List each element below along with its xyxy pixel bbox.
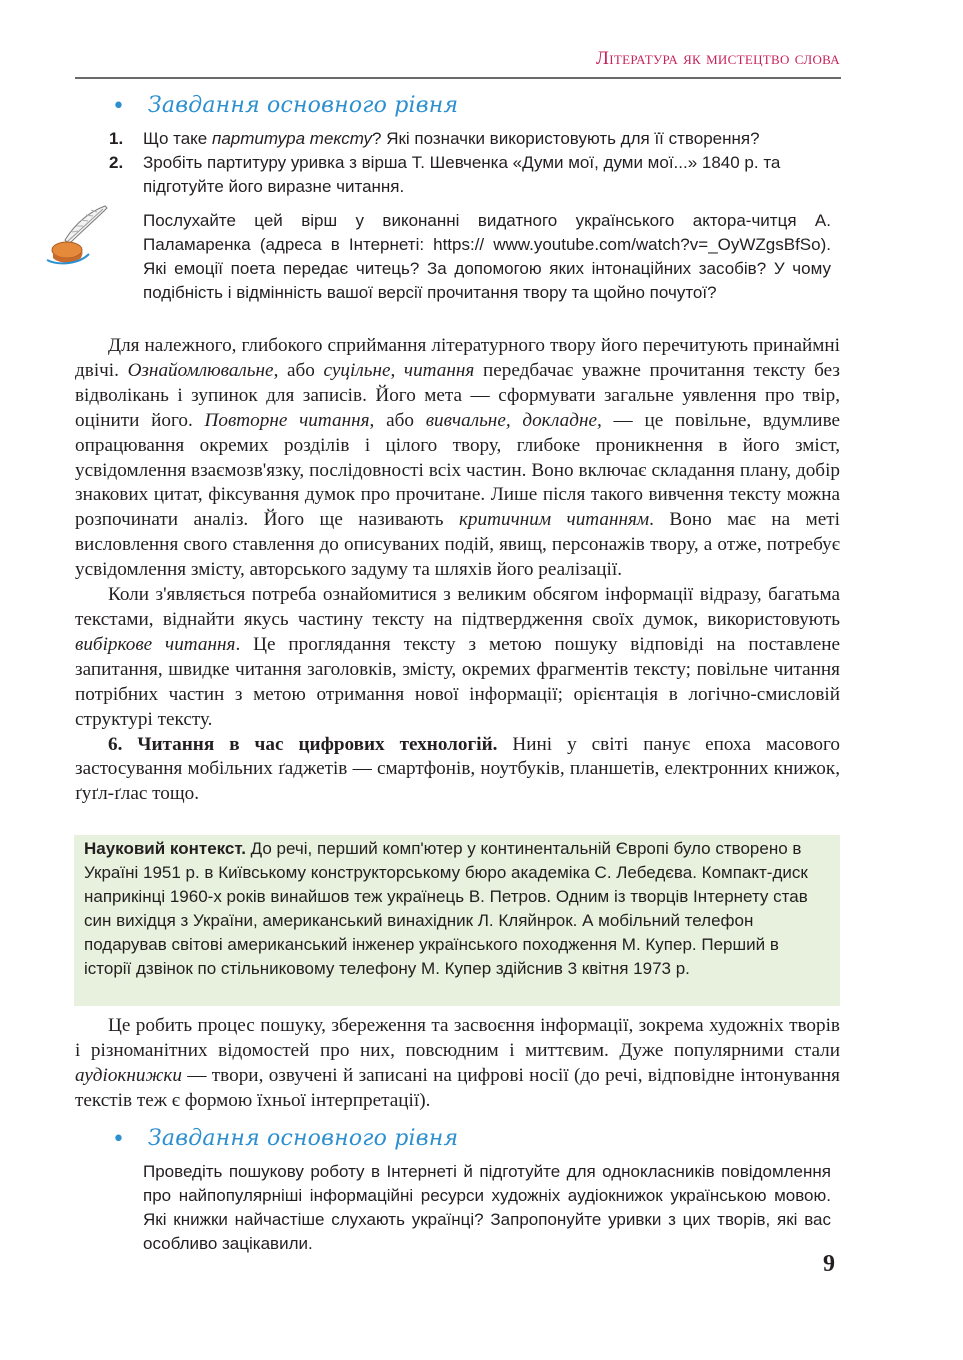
text-run: Коли з'являється потреба ознайомитися з великим обсягом інформації відразу, багатьма текстами, віднайти якусь частину тексту на підтвердження своїх думок, використовують — [75, 584, 840, 630]
running-header-title: Література як мистецтво слова — [596, 48, 840, 69]
science-context-text — [84, 837, 829, 981]
paragraph-reading-types — [75, 334, 840, 583]
task-number-2: 2. — [109, 153, 124, 172]
text-run: , — [390, 359, 404, 381]
listen-instruction: Послухайте цей вірш у виконанні видатного українського актора-читця А. Паламаренка (адреса в Інтернеті: https:// www.youtube.com/watch?v=_OyWZgsBfSo). Які емоції поета передає читець? За допомогою яких інтонаційних засобів? У чому подібність і відмінність вашої версії прочитання твору та щойно почутої? — [143, 211, 831, 302]
text-run: , або — [369, 409, 426, 431]
task-research-text: Проведіть пошукову роботу в Інтернеті й підготуйте для однокласників повідомлення про найпопулярніші інформаційні ресурси художніх аудіокнижок українською мовою. Які книжки найчастіше слухають українці? Запропонуйте уривки з цих творів, які вас особливо зацікавили. — [143, 1162, 831, 1253]
text-run: Нині у світі панує епоха масового застосування мобільних ґаджетів — смартфонів, ноутбуків, планшетів, електронних книжок, ґуґл-ґлас тощо. — [75, 733, 840, 805]
text-run: — це повільне, вдумливе опрацювання окремих розділів і цілого твору, глибоке проникнення в його зміст, усвідомлення взаємозв'язку, послідовності всіх частин. Воно включає складання плану, добір знакових цитат, фіксування думок про прочитане. Лише після такого вивчення тексту можна розпочинати аналіз. Його ще називають — [75, 409, 841, 531]
task-text-2: Зробіть партитуру уривка з вірша Т. Шевченка «Думи мої, думи мої...» 1840 р. та підготуйте його виразне читання. — [143, 153, 781, 196]
paragraph-digital-reading — [75, 733, 840, 808]
term: Ознайомлювальне — [127, 359, 274, 381]
main-text-block-2 — [75, 1014, 840, 1114]
term: суцільне — [323, 359, 391, 381]
text-run: . Це проглядання тексту з метою пошуку відповіді на поставлене запитання, швидке читання заголовків, змісту, окремих фрагментів тексту; повільне читання потрібних частин з метою отримання нової інформації; орієнтація в логічно-смисловій структурі тексту. — [75, 633, 840, 730]
text-run: передбачає уважне прочитання тексту без відволікань і зупинок для записів. Його мета — сформувати загальне уявлення про твір, оцінити його. — [75, 359, 840, 431]
task-text-part: ? Які позначки використовують для її створення? — [372, 129, 760, 148]
task-number-1: 1. — [109, 129, 124, 148]
task-text-1 — [143, 127, 843, 151]
term: аудіокнижки — [75, 1064, 182, 1086]
text-run: . Воно має на меті висловлення свого ставлення до описуваних подій, явищ, персонажів твору, а отже, потребує усвідомлення змісту, авторського задуму та шляхів його реалізації. — [75, 509, 840, 581]
text-run: — твори, озвучені й записані на цифрові носії (до речі, відповідне інтонування текстів теж є формою їхньої інтерпретації). — [75, 1064, 840, 1111]
science-context-label: Науковий контекст. — [84, 839, 246, 858]
task-heading-text: Завдання основного рівня — [148, 93, 459, 118]
science-context-body: До речі, перший комп'ютер у континентальній Європі було створено в Україні 1951 р. в Київському конструкторському бюро академіка С. Лебедєва. Компакт-диск наприкінці 1960-х років винайшов теж українець В. Петров. Одним із творців Інтернету став син вихідця з України, американський винахідник Л. Кляйнрок. А мобільний телефон подарував світові американський інженер українського походження М. Купер. Перший в історії дзвінок по стільниковому телефону М. Купер здійснив 3 квітня 1973 р. — [84, 839, 808, 978]
task-text-part: Що таке — [143, 129, 212, 148]
section-heading: 6. Читання в час цифрових технологій. — [108, 733, 498, 755]
paragraph-audiobooks — [75, 1014, 840, 1114]
paragraph-selective-reading — [75, 583, 840, 732]
quill-pen-icon — [45, 204, 111, 266]
bullet-marker: • — [112, 1127, 125, 1152]
term: вивчальне, докладне, — [425, 409, 602, 431]
text-run: Для належного, глибокого сприймання літературного твору його перечитують принаймні двічі. — [75, 335, 840, 381]
term: Повторне читання — [204, 409, 370, 431]
text-run: Це робить процес пошуку, збереження та засвоєння інформації, зокрема художніх творів і різноманітних відомостей про них, повсюдним і миттєвим. Дуже популярними стали — [75, 1015, 840, 1061]
task-term: партитура тексту — [211, 129, 373, 148]
bullet-marker: • — [112, 94, 125, 119]
term: читання — [403, 359, 475, 381]
header-divider — [75, 77, 841, 79]
term: вибіркове читання — [75, 633, 236, 655]
term: критичним читанням — [458, 509, 650, 531]
page-number: 9 — [823, 1251, 835, 1277]
main-text-block-1 — [75, 334, 840, 807]
task-heading-text: Завдання основного рівня — [148, 1126, 459, 1151]
text-run: , або — [273, 359, 324, 381]
